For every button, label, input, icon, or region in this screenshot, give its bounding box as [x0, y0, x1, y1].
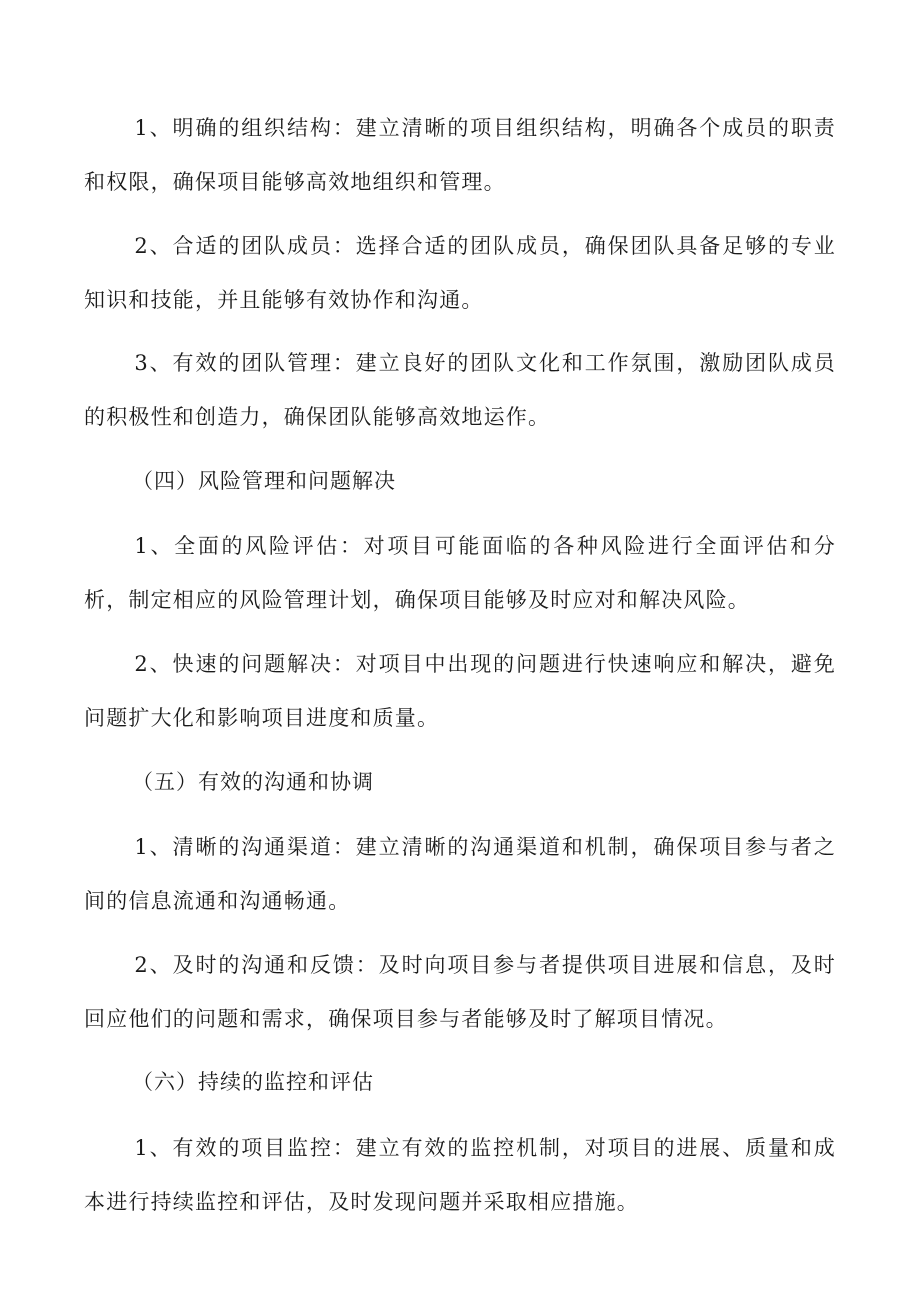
paragraph-problem-solving: 2、快速的问题解决：对项目中出现的问题进行快速响应和解决，避免问题扩大化和影响项目进度和质量。 [84, 652, 836, 730]
section-heading-risk: （四）风险管理和问题解决 [132, 469, 396, 493]
paragraph-team-management: 3、有效的团队管理：建立良好的团队文化和工作氛围，激励团队成员的积极性和创造力，确保团队能够高效地运作。 [84, 351, 836, 429]
paragraph-communication-channels: 1、清晰的沟通渠道：建立清晰的沟通渠道和机制，确保项目参与者之间的信息流通和沟通畅通。 [84, 835, 836, 913]
paragraph-feedback: 2、及时的沟通和反馈：及时向项目参与者提供项目进展和信息，及时回应他们的问题和需求，确保项目参与者能够及时了解项目情况。 [84, 953, 836, 1031]
paragraph-org-structure: 1、明确的组织结构：建立清晰的项目组织结构，明确各个成员的职责和权限，确保项目能够高效地组织和管理。 [84, 116, 836, 194]
paragraph-risk-assessment: 1、全面的风险评估：对项目可能面临的各种风险进行全面评估和分析，制定相应的风险管理计划，确保项目能够及时应对和解决风险。 [84, 534, 836, 612]
paragraph-team-members: 2、合适的团队成员：选择合适的团队成员，确保团队具备足够的专业知识和技能，并且能够有效协作和沟通。 [84, 234, 836, 312]
section-heading-monitoring: （六）持续的监控和评估 [132, 1070, 374, 1094]
paragraph-project-monitoring: 1、有效的项目监控：建立有效的监控机制，对项目的进展、质量和成本进行持续监控和评估，及时发现问题并采取相应措施。 [84, 1136, 836, 1214]
section-heading-communication: （五）有效的沟通和协调 [132, 770, 374, 794]
